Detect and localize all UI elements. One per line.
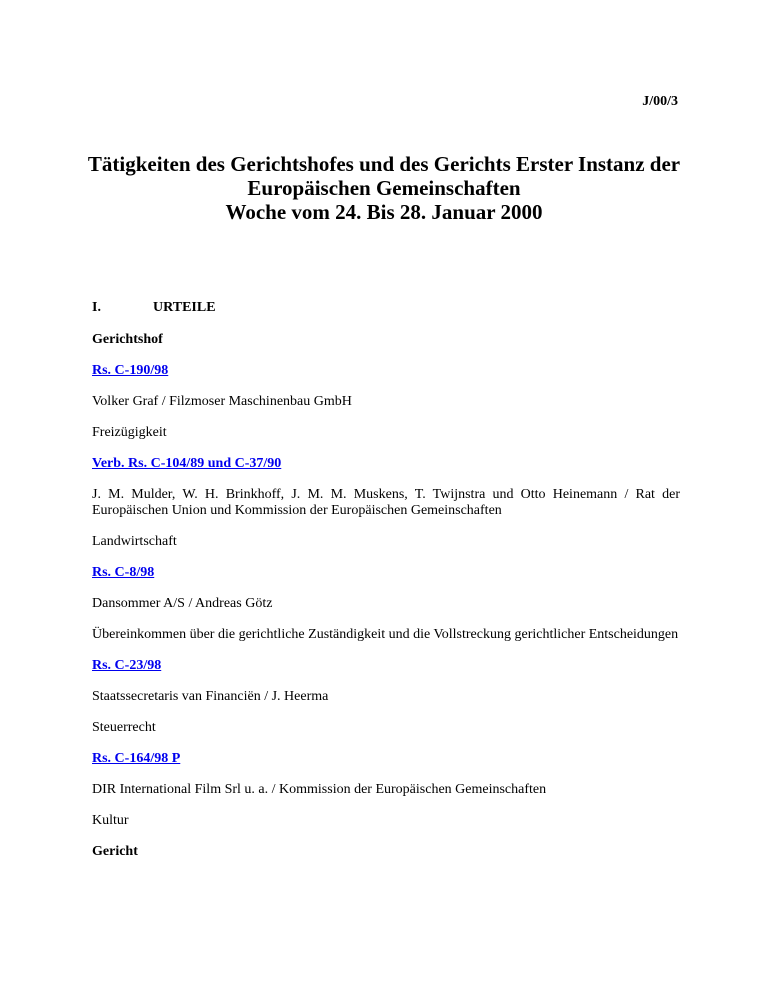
case-item: [92, 658, 680, 674]
case-subject: Steuerrecht: [92, 720, 156, 735]
title-line-1: Tätigkeiten des Gerichtshofes und des Gerichts Erster Instanz der: [87, 152, 681, 176]
case-item: [92, 565, 680, 581]
case-item: [92, 751, 680, 767]
title-line-3: Woche vom 24. Bis 28. Januar 2000: [225, 200, 543, 224]
case-parties: J. M. Mulder, W. H. Brinkhoff, J. M. M. Muskens, T. Twijnstra und Otto Heinemann / Rat der Europäischen Union und Kommission der Europäischen Gemeinschaften: [92, 487, 680, 518]
title-line-2: Europäischen Gemeinschaften: [247, 176, 521, 200]
document-id: J/00/3: [642, 94, 678, 109]
case-parties: Staatssecretaris van Financiën / J. Heerma: [92, 689, 329, 704]
case-link[interactable]: Rs. C-164/98 P: [92, 751, 181, 766]
case-item: [92, 363, 680, 379]
case-link[interactable]: Rs. C-190/98: [92, 363, 169, 378]
case-parties: Dansommer A/S / Andreas Götz: [92, 596, 273, 611]
case-link[interactable]: Rs. C-8/98: [92, 565, 155, 580]
case-parties: Volker Graf / Filzmoser Maschinenbau GmbH: [92, 394, 352, 409]
court-heading-gerichtshof: Gerichtshof: [92, 332, 163, 347]
case-subject: Übereinkommen über die gerichtliche Zuständigkeit und die Vollstreckung gerichtlicher Entscheidungen: [92, 627, 679, 642]
case-subject: Freizügigkeit: [92, 425, 167, 440]
case-parties: DIR International Film Srl u. a. / Kommission der Europäischen Gemeinschaften: [92, 782, 547, 797]
page-title: [0, 152, 768, 224]
court-heading-gericht: Gericht: [92, 844, 138, 859]
case-item: [92, 456, 680, 472]
judgments-list: [92, 332, 680, 875]
section-heading: [92, 300, 216, 316]
case-link[interactable]: Rs. C-23/98: [92, 658, 162, 673]
case-link[interactable]: Verb. Rs. C-104/89 und C-37/90: [92, 456, 282, 471]
section-number: I.: [92, 300, 101, 315]
case-subject: Kultur: [92, 813, 129, 828]
section-title: URTEILE: [153, 300, 216, 315]
case-subject: Landwirtschaft: [92, 534, 177, 549]
